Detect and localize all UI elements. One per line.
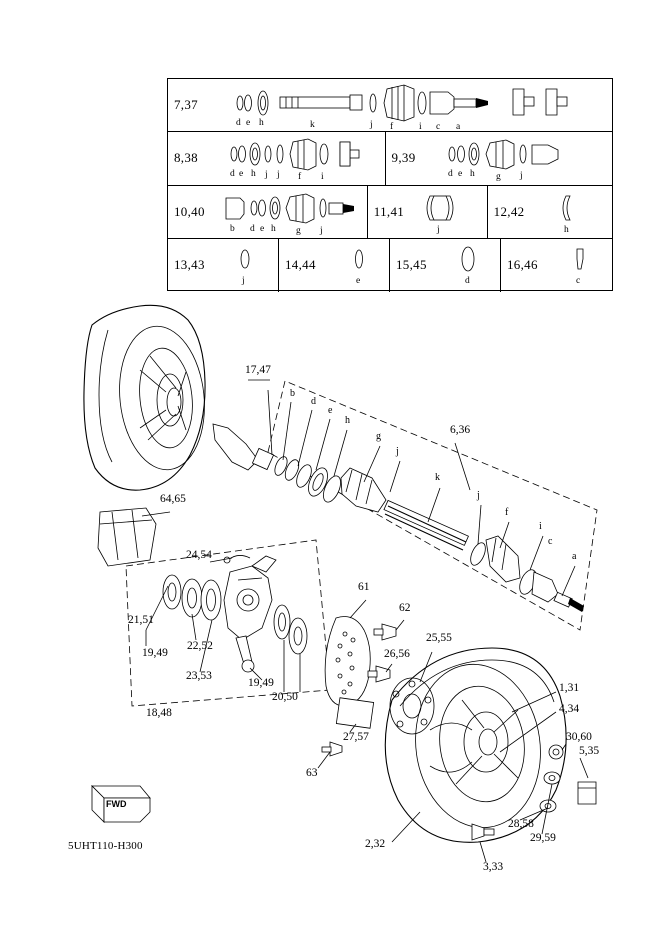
svg-text:i: i [419, 122, 422, 132]
svg-text:i: i [321, 172, 324, 183]
sub-letter-j-lower: j [477, 490, 480, 501]
callout-24-54: 24,54 [186, 549, 212, 561]
svg-text:d: d [236, 118, 241, 128]
sub-letter-a: a [572, 551, 577, 562]
callout-18-48: 18,48 [146, 707, 172, 719]
sub-letter-h: h [345, 415, 350, 426]
legend-ref: 12,42 [493, 203, 525, 219]
callout-29-59: 29,59 [530, 832, 556, 844]
callout-64-65: 64,65 [160, 493, 186, 505]
svg-text:h: h [259, 118, 264, 128]
callout-1-31: 1,31 [559, 682, 580, 694]
legend-ref: 8,38 [174, 150, 198, 166]
svg-text:h: h [469, 169, 475, 180]
svg-text:g: g [296, 225, 301, 236]
svg-text:e: e [246, 118, 251, 128]
svg-text:e: e [239, 169, 244, 180]
callout-27-57: 27,57 [343, 731, 369, 743]
callout-22-52: 22,52 [187, 640, 213, 652]
upper-leader-lines [248, 380, 575, 596]
svg-text:d: d [465, 275, 470, 286]
svg-text:f: f [390, 122, 394, 132]
svg-text:j: j [436, 224, 440, 235]
sub-letter-g: g [376, 431, 381, 442]
legend-ref: 9,39 [391, 150, 416, 166]
sub-letter-e: e [328, 405, 333, 416]
sub-letter-j-upper: j [396, 446, 399, 457]
svg-text:c: c [576, 275, 581, 286]
callout-63: 63 [306, 767, 318, 779]
svg-text:j: j [519, 171, 523, 182]
svg-text:e: e [356, 275, 361, 286]
callout-4-34: 4,34 [559, 703, 580, 715]
callout-5-35: 5,35 [579, 745, 600, 757]
legend-ref: 11,41 [373, 203, 405, 219]
svg-text:g: g [495, 172, 501, 183]
legend-ref: 16,46 [507, 257, 538, 273]
callout-2-32: 2,32 [365, 838, 386, 850]
sub-letter-d: d [311, 396, 316, 407]
front-wheel-assembly [84, 305, 211, 490]
drawing-code: 5UHT110-H300 [68, 840, 143, 852]
callout-19-49-left: 19,49 [142, 647, 168, 659]
legend-ref: 13,43 [174, 257, 205, 273]
legend-ref: 14,44 [285, 257, 316, 273]
svg-text:j: j [370, 120, 373, 130]
callout-17-47: 17,47 [245, 364, 271, 376]
svg-text:k: k [310, 120, 315, 130]
callout-61: 61 [358, 581, 370, 593]
callout-62: 62 [399, 602, 411, 614]
svg-text:e: e [260, 223, 265, 234]
callout-28-58: 28,58 [508, 818, 534, 830]
svg-text:a: a [456, 122, 461, 132]
svg-text:j: j [277, 170, 280, 181]
legend-ref: 10,40 [174, 203, 205, 219]
svg-text:h: h [563, 224, 569, 235]
rear-wheel-hub-assembly [385, 648, 596, 842]
svg-text:f: f [298, 172, 302, 183]
svg-text:h: h [251, 169, 256, 180]
svg-text:j: j [320, 225, 323, 236]
svg-text:d: d [250, 223, 255, 234]
sub-letter-f: f [505, 507, 509, 518]
callout-19-49-right: 19,49 [248, 677, 274, 689]
callout-25-55: 25,55 [426, 632, 452, 644]
fwd-label: FWD [106, 799, 127, 809]
callout-21-51: 21,51 [128, 614, 154, 626]
legend-ref: 7,37 [174, 97, 198, 113]
sub-letter-k: k [435, 472, 440, 483]
svg-text:j: j [242, 275, 245, 286]
svg-text:b: b [230, 223, 235, 234]
callout-20-50: 20,50 [272, 691, 298, 703]
callout-3-33: 3,33 [483, 861, 504, 873]
callout-23-53: 23,53 [186, 670, 212, 682]
sub-letter-b: b [290, 388, 295, 399]
svg-text:d: d [447, 169, 453, 180]
svg-text:c: c [436, 122, 441, 132]
svg-text:e: e [457, 169, 462, 180]
svg-text:h: h [271, 223, 276, 234]
sub-letter-c: c [548, 536, 553, 547]
callout-26-56: 26,56 [384, 648, 410, 660]
legend-ref: 15,45 [396, 257, 427, 273]
svg-text:j: j [265, 170, 268, 181]
svg-text:d: d [230, 169, 235, 180]
callout-6-36: 6,36 [450, 424, 471, 436]
brake-disc-assembly [322, 617, 434, 757]
sub-letter-i: i [539, 521, 542, 532]
callout-30-60: 30,60 [566, 731, 592, 743]
